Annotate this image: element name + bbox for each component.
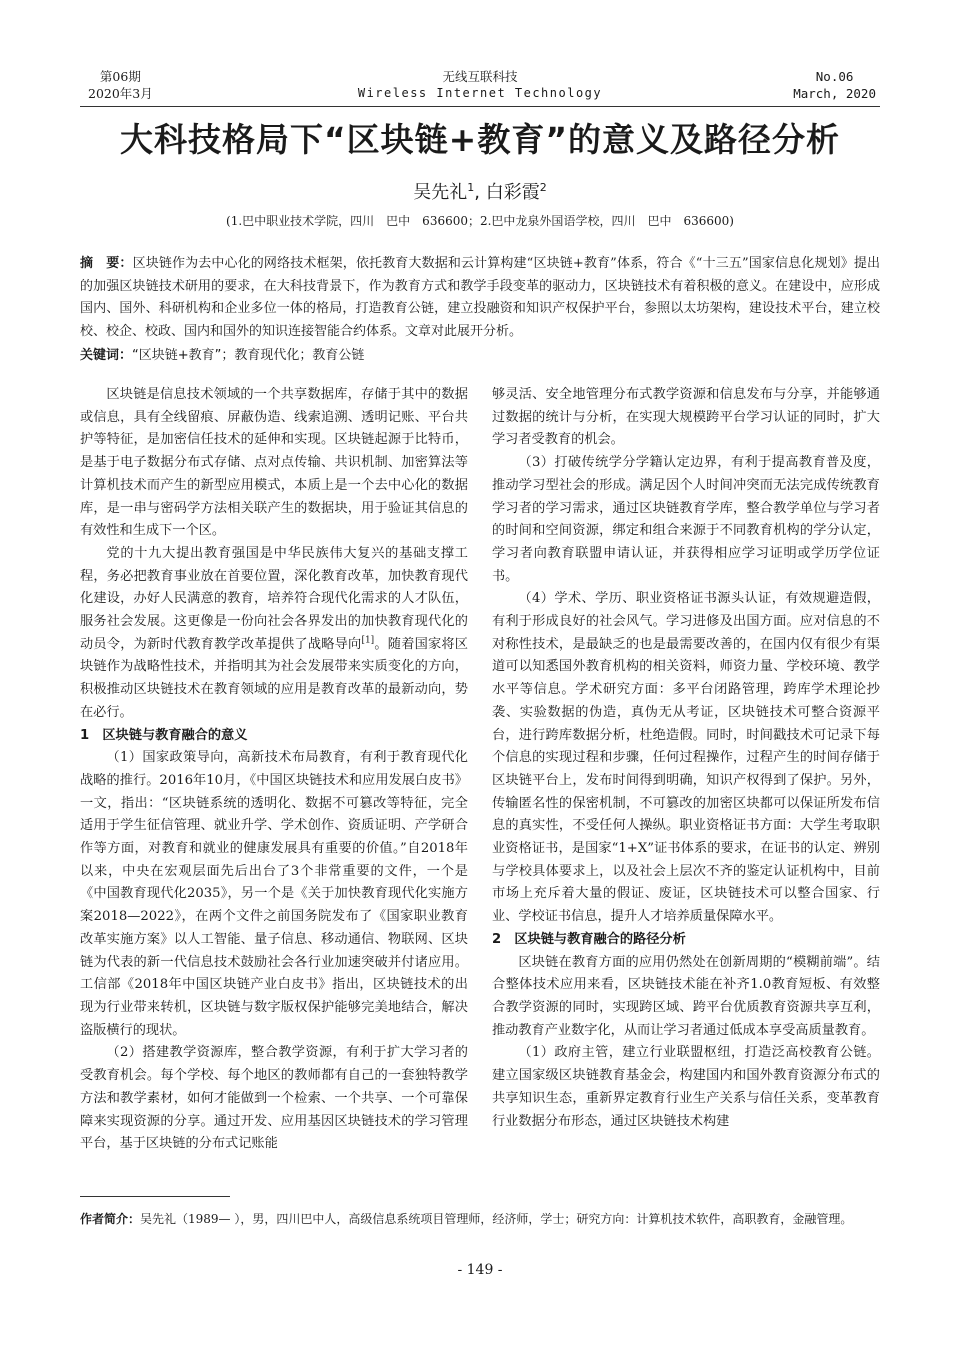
abstract-text: 区块链作为去中心化的网络技术框架，依托教育大数据和云计算构建“区块链+教育”体系，符合《“十三五”国家信息化规划》提出的加强区块链技术研用的要求，在大科技背景下，作为教育方式和教学手段变革的驱动力，区块链技术有着积极的意义。在建设中，应形成国内、国外、科研机构和企业多位一体的格局，打造教育公链，建立投融资和知识产权保护平台，参照以太坊架构，建设技术平台，建立校校、校企、校政、国内和国外的知识连接智能合约体系。文章对此展开分析。 <box>80 256 880 339</box>
keywords-text: “区块链+教育”；教育现代化；教育公链 <box>132 348 365 363</box>
header-journal <box>80 68 880 102</box>
keywords <box>80 346 880 366</box>
left-column <box>80 384 468 1156</box>
header-issue-en <box>793 68 876 102</box>
running-header <box>80 64 880 107</box>
paragraph-text: 党的十九大提出教育强国是中华民族伟大复兴的基础支撑工程，务必把教育事业放在首要位置，深化教育改革，加快教育现代化建设，办好人民满意的教育，培养符合现代化需求的人才队伍，服务社会发展。这更像是一份向社会各界发出的加快教育现代化的动员令，为新时代教育教学改革提供了战略导向 <box>80 545 468 652</box>
body-paragraph: 区块链在教育方面的应用仍然处在创新周期的“模糊前端”。结合整体技术应用来看，区块链技术能在补齐1.0教育短板、有效整合教学资源的同时，实现跨区域、跨平台优质教育资源共享互利，推动教育产业数字化，从而让学习者通过低成本享受高质量教育。 <box>492 954 880 1038</box>
issue-date-cn: 2020年3月 <box>88 86 153 101</box>
paper-title: 大科技格局下“区块链+教育”的意义及路径分析 <box>119 120 841 159</box>
section-heading-2: 2 区块链与教育融合的路径分析 <box>492 931 686 947</box>
right-column <box>492 384 880 1133</box>
author-separator: , <box>474 182 486 203</box>
body-paragraph: （4）学术、学历、职业资格证书源头认证，有效规避造假，有利于形成良好的社会风气。学习进修及出国方面。应对信息的不对称性技术，是最缺乏的也是最需要改善的，在国内仅有很少有渠道可以知悉国外教育机构的相关资料，师资力量、学校环境、教学水平等信息。学术研究方面：多平台闭路管理，跨库学术理论抄袭、实验数据的伪造，真伪无从考证，区块链技术可整合资源平台，进行跨库数据分析，杜绝造假。同时，时间戳技术可记录下每个信息的实现过程和步骤，任何过程操作，过程产生的时间存储于区块链平台上，发布时间得到明确，知识产权得到了保护。另外，传输匿名性的保密机制，不可篡改的加密区块都可以保证所发布信息的真实性，不受任何人操纵。职业资格证书方面：大学生考取职业资格证书，是国家“1+X”证书体系的要求，在证书的认定、辨别与学校具体要求上，以及社会上层次不齐的鉴定认证机构中，目前市场上充斥着大量的假证、废证，区块链技术可以整合国家、行业、学校证书信息，提升人才培养质量保障水平。 <box>492 591 880 925</box>
body-paragraph: （1）国家政策导向，高新技术布局教育，有利于教育现代化战略的推行。2016年10月，《中国区块链技术和应用发展白皮书》一文，指出：“区块链系统的透明化、数据不可篡改等特征，完全适用于学生征信管理、就业升学、学术创作、资质证明、产学研合作等方面，对教育和就业的健康发展具有重要的价值。”自2018年以来，中央在宏观层面先后出台了3个非常重要的文件，一个是《中国教育现代化2035》，另一个是《关于加快教育现代化实施方案2018—2022》，在两个文件之前国务院发布了《国家职业教育改革实施方案》以人工智能、量子信息、移动通信、物联网、区块链为代表的新一代信息技术鼓励社会各行业加速突破并付诸应用。工信部《2018年中国区块链产业白皮书》指出，区块链技术的出现为行业带来转机，区块链与数字版权保护能够完美地结合，解决盗版横行的现状。 <box>80 750 468 1038</box>
body-paragraph: （2）搭建教学资源库，整合教学资源，有利于扩大学习者的受教育机会。每个学校、每个地区的教师都有自己的一套独特教学方法和教学素材，如何才能做到一个检索、一个共享、一个可靠保障来实现资源的分享。通过开发、应用基因区块链技术的学习管理平台，基于区块链的分布式记账能 <box>80 1045 468 1152</box>
citation-ref: [1] <box>361 635 375 646</box>
author-2-affil-mark: 2 <box>539 181 547 194</box>
author-1: 吴先礼 <box>413 182 468 203</box>
body-paragraph: （1）政府主管，建立行业联盟枢纽，打造泛高校教育公链。建立国家级区块链教育基金会，构建国内和国外教育资源分布式的共享知识生态，重新界定教育行业生产关系与信任关系，变革教育行业数据分布形态，通过区块链技术构建 <box>492 1045 880 1129</box>
paragraph-text: 。随着国家将区块链作为战略性技术，并指明其为社会发展带来实质变化的方向，积极推动区块链技术在教育领域的应用是教育改革的最新动向，势在必行。 <box>80 636 468 720</box>
footnote-text: 吴先礼（1989— ），男，四川巴中人，高级信息系统项目管理师，经济师，学士；研究方向：计算机技术软件，高职教育，金融管理。 <box>140 1212 853 1226</box>
journal-name-cn: 无线互联科技 <box>442 69 518 84</box>
body-paragraph: （3）打破传统学分学籍认定边界，有利于提高教育普及度，推动学习型社会的形成。满足因个人时间冲突而无法完成传统教育学习者的学习需求，通过区块链教育学库，整合教学单位与学习者的时间和空间资源，绑定和组合来源于不同教育机构的学分认定，学习者向教育联盟申请认证，并获得相应学习证明或学历学位证书。 <box>492 455 880 584</box>
issue-date-en: March, 2020 <box>793 86 876 101</box>
page-number: - 149 - <box>457 1262 503 1278</box>
issue-number-cn: 第06期 <box>99 69 141 84</box>
body-paragraph-continued: 够灵活、安全地管理分布式教学资源和信息发布与分享，并能够通过数据的统计与分析，在实现大规模跨平台学习认证的同时，扩大学习者受教育的机会。 <box>492 387 880 448</box>
author-2: 白彩霞 <box>485 182 540 203</box>
keywords-label: 关键词： <box>80 348 133 363</box>
abstract <box>80 253 880 343</box>
author-line <box>0 176 960 205</box>
author-bio-footnote <box>80 1210 880 1228</box>
author-1-affil-mark: 1 <box>467 181 475 194</box>
abstract-label: 摘 要： <box>80 256 133 271</box>
body-paragraph <box>80 543 468 725</box>
body-paragraph: 区块链是信息技术领域的一个共享数据库，存储于其中的数据或信息，具有全线留痕、屏蔽伪造、线索追溯、透明记账、平台共护等特征，是加密信任技术的延伸和实现。区块链起源于比特币，是基于电子数据分布式存储、点对点传输、共识机制、加密算法等计算机技术而产生的新型应用模式，本质上是一个去中心化的数据库，是一串与密码学方法相关联产生的数据块，用于验证其信息的有效性和生成下一个区。 <box>80 387 468 539</box>
issue-number-en: No.06 <box>815 69 854 84</box>
section-heading-1: 1 区块链与教育融合的意义 <box>80 727 248 743</box>
footnote-label: 作者简介： <box>80 1212 141 1226</box>
footnote-rule <box>80 1196 230 1197</box>
affiliation: (1.巴中职业技术学院，四川 巴中 636600；2.巴中龙泉外国语学校，四川 巴中 636600) <box>226 214 734 228</box>
journal-name-en: Wireless Internet Technology <box>357 86 603 100</box>
